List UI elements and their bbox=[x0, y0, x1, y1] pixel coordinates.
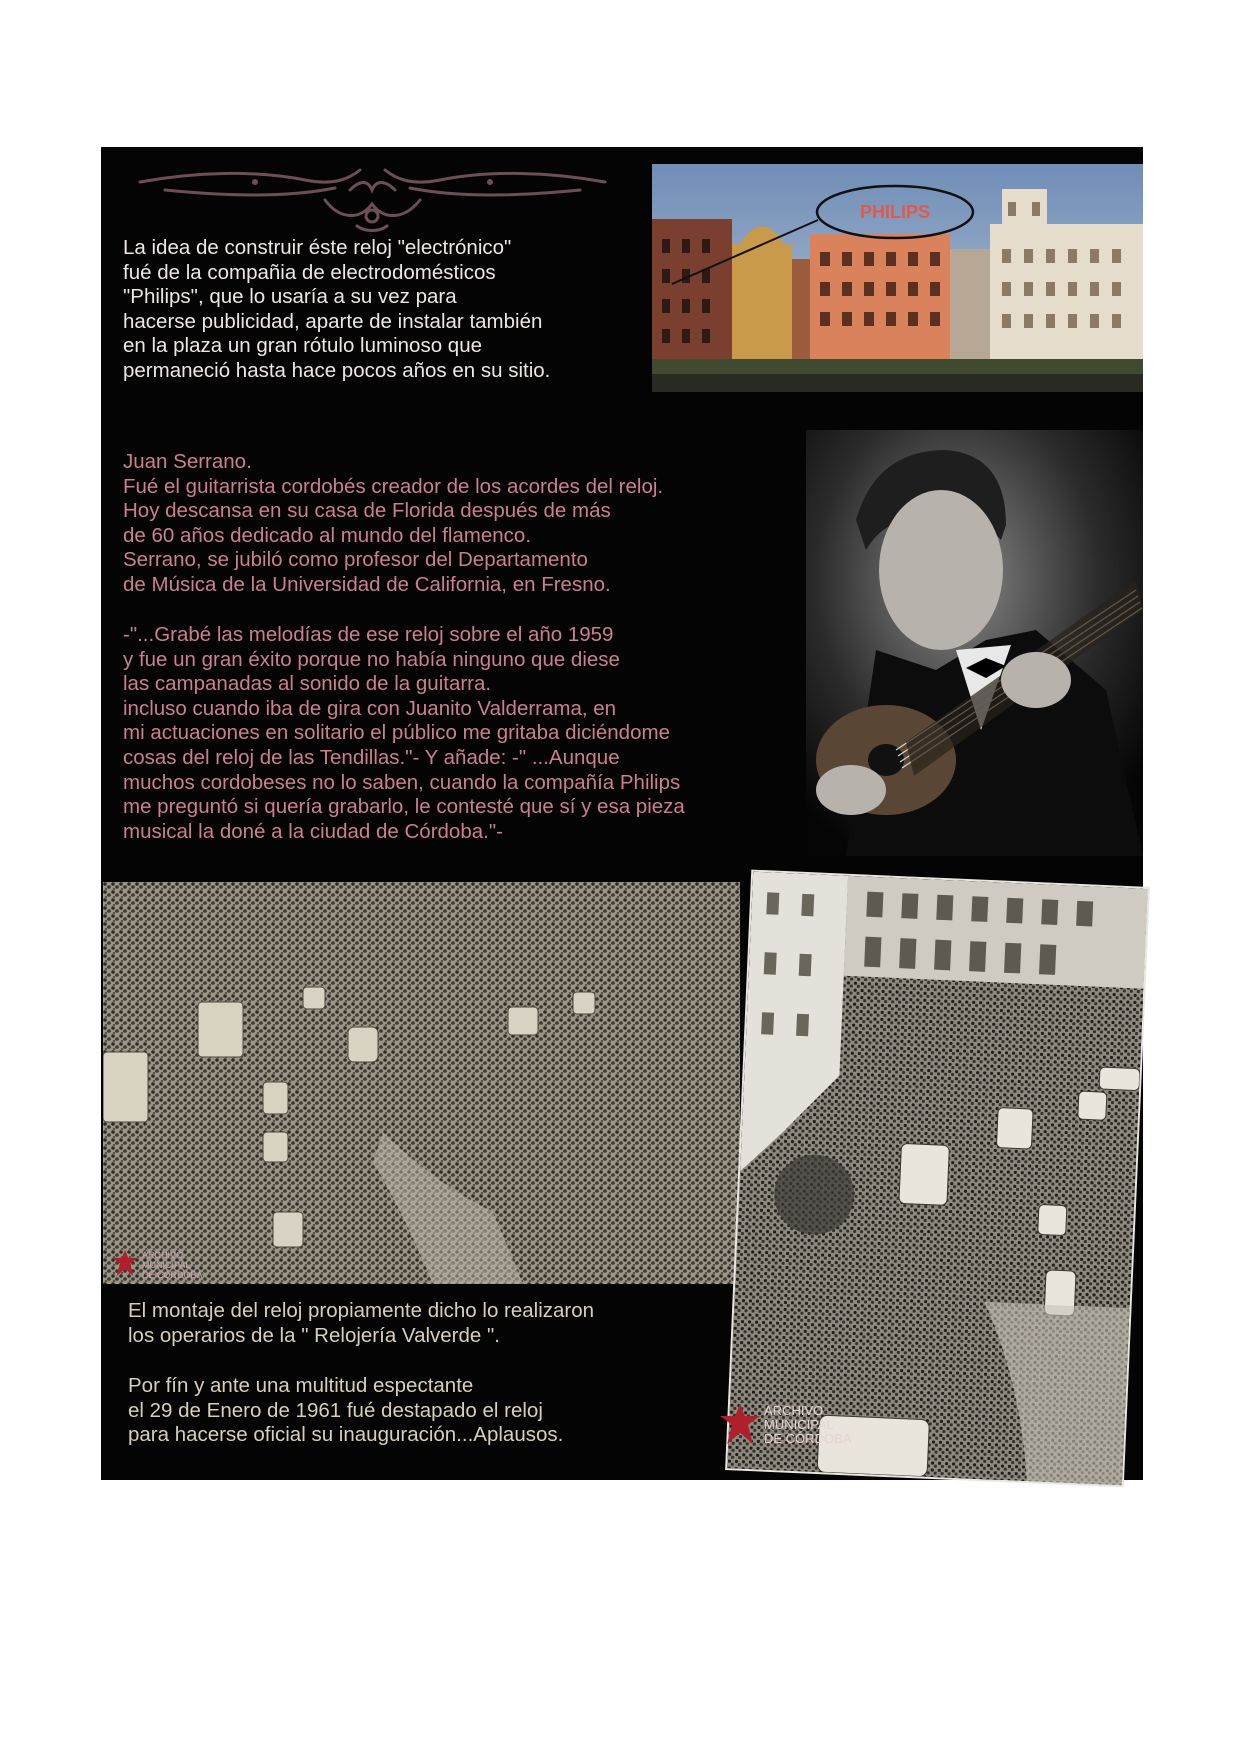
archive-logo-large bbox=[720, 1390, 851, 1446]
philips-sign: PHILIPS bbox=[859, 202, 931, 222]
archive-logo-small-text: ARCHIVO MUNICIPAL DE CÓRDOBA bbox=[142, 1250, 203, 1280]
guitarist-portrait-photo bbox=[806, 430, 1143, 856]
archive-logo-large-text: ARCHIVO MUNICIPAL DE CÓRDOBA bbox=[764, 1403, 852, 1446]
plaza-philips-photo bbox=[652, 164, 1143, 392]
ornament-flourish-icon bbox=[135, 160, 610, 232]
assembly-caption: El montaje del reloj propiamente dicho lo realizaron los operarios de la " Relojería Valverde ". bbox=[128, 1299, 595, 1347]
archive-logo-small bbox=[112, 1240, 203, 1280]
inauguration-caption: Por fín y ante una multitud espectante el 29 de Enero de 1961 fué destapado el reloj para hacerse oficial su inauguración...Aplausos. bbox=[128, 1374, 564, 1447]
intro-paragraph: La idea de construir éste reloj "electrónico" fué de la compañia de electrodomésticos "Philips", que lo usaría a su vez para hacerse publicidad, aparte de instalar también en la plaza un gran rótulo luminoso que permaneció hasta hace pocos años en su sitio. bbox=[123, 236, 551, 382]
archive-emblem-icon bbox=[112, 1250, 138, 1276]
archive-emblem-icon bbox=[720, 1404, 760, 1444]
serrano-quote: -"...Grabé las melodías de ese reloj sobre el año 1959 y fue un gran éxito porque no había ninguno que diese las campanadas al sonido de la guitarra. incluso cuando iba de gira con Juanito Valderrama, en mi actuaciones en solitario el público me gritaba diciéndome cosas del reloj de las Tendillas."- Y añade: -" ...Aunque muchos cordobeses no lo saben, cuando la compañía Philips me preguntó si quería grabarlo, le contesté que sí y esa pieza musical la doné a la ciudad de Córdoba."- bbox=[123, 623, 685, 843]
crowd-plaza-photo bbox=[103, 882, 740, 1284]
serrano-paragraph: Juan Serrano. Fué el guitarrista cordobés creador de los acordes del reloj. Hoy descansa en su casa de Florida después de más de 60 años dedicado al mundo del flamenco. Serrano, se jubiló como profesor del Departamento de Música de la Universidad de California, en Fresno. bbox=[123, 450, 664, 596]
